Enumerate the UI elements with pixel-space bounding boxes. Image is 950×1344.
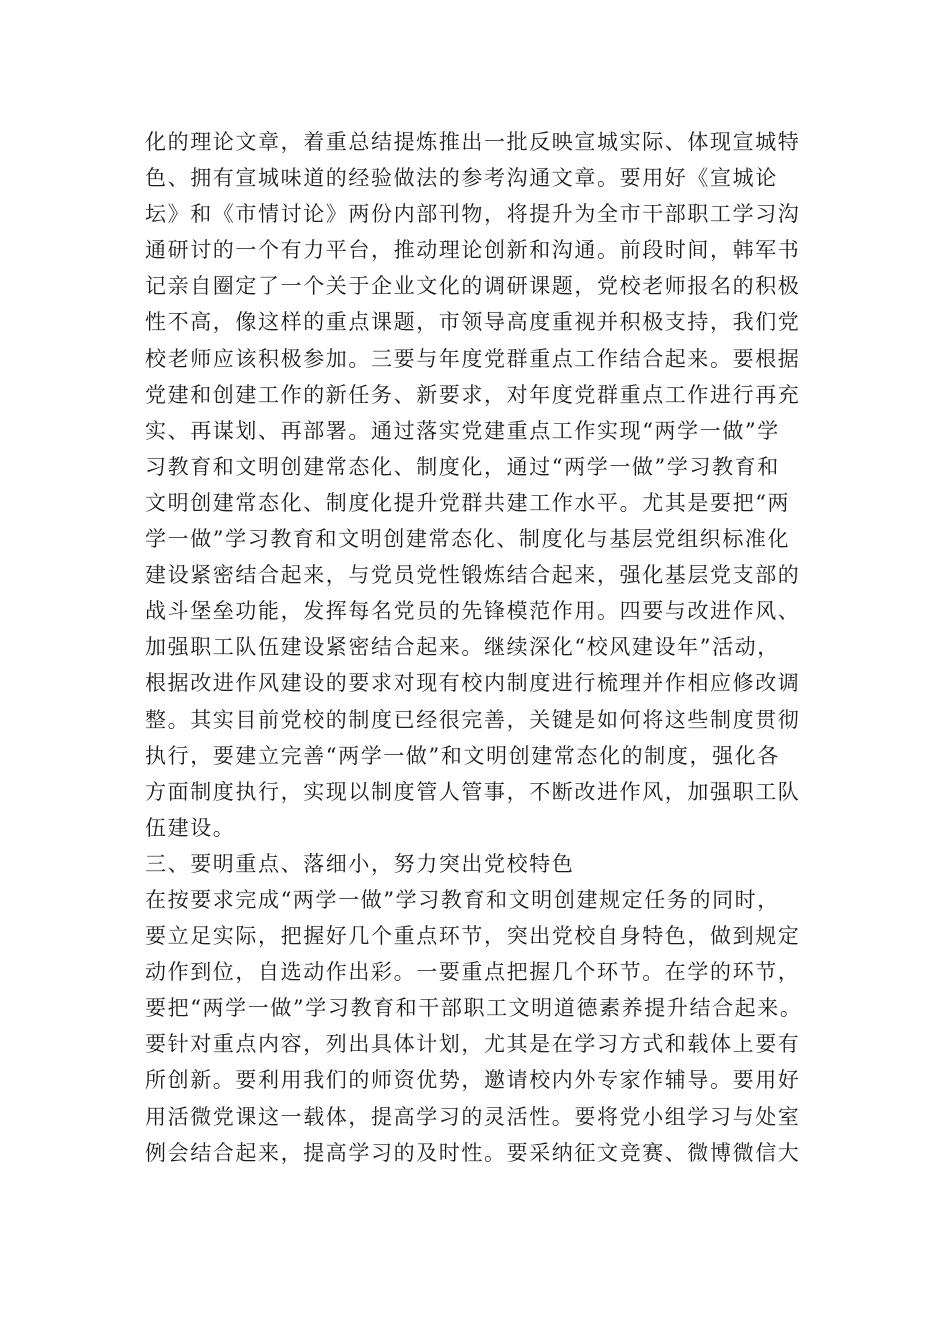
text-line: 例会结合起来，提高学习的及时性。要采纳征文竞赛、微博微信大 bbox=[145, 1140, 801, 1165]
text-line: 校老师应该积极参加。三要与年度党群重点工作结合起来。要根据 bbox=[145, 346, 801, 371]
text-line: 习教育和文明创建常态化、制度化，通过“两学一做”学习教育和 bbox=[145, 454, 780, 479]
text-line: 加强职工队伍建设紧密结合起来。继续深化“校风建设年”活动， bbox=[145, 635, 780, 660]
text-line: 性不高，像这样的重点课题，市领导高度重视并积极支持，我们党 bbox=[145, 310, 801, 335]
text-line: 根据改进作风建设的要求对现有校内制度进行梳理并作相应修改调 bbox=[145, 671, 801, 696]
text-line: 用活微党课这一载体，提高学习的灵活性。要将党小组学习与处室 bbox=[145, 1104, 801, 1129]
text-line: 坛》和《市情讨论》两份内部刊物，将提升为全市干部职工学习沟 bbox=[145, 202, 801, 227]
text-line: 化的理论文章，着重总结提炼推出一批反映宣城实际、体现宣城特 bbox=[145, 130, 801, 154]
text-line: 要把“两学一做”学习教育和干部职工文明道德素养提升结合起来。 bbox=[145, 996, 803, 1021]
text-line: 文明创建常态化、制度化提升党群共建工作水平。尤其是要把“两 bbox=[145, 490, 791, 515]
text-line: 要立足实际，把握好几个重点环节，突出党校自身特色，做到规定 bbox=[145, 924, 801, 949]
text-line: 所创新。要利用我们的师资优势，邀请校内外专家作辅导。要用好 bbox=[145, 1068, 801, 1093]
text-line: 战斗堡垒功能，发挥每名党员的先锋模范作用。四要与改进作风、 bbox=[145, 599, 801, 624]
text-line: 方面制度执行，实现以制度管人管事，不断改进作风，加强职工队 bbox=[145, 779, 801, 804]
text-line: 整。其实目前党校的制度已经很完善，关键是如何将这些制度贯彻 bbox=[145, 707, 801, 732]
text-line: 色、拥有宣城味道的经验做法的参考沟通文章。要用好《宣城论 bbox=[145, 166, 778, 191]
text-line: 执行，要建立完善“两学一做”和文明创建常态化的制度，强化各 bbox=[145, 743, 780, 768]
text-line: 建设紧密结合起来，与党员党性锻炼结合起来，强化基层党支部的 bbox=[145, 563, 801, 588]
text-line: 实、再谋划、再部署。通过落实党建重点工作实现“两学一做”学 bbox=[145, 418, 780, 443]
text-line: 动作到位，自选动作出彩。一要重点把握几个环节。在学的环节， bbox=[145, 960, 801, 985]
text-line: 学一做”学习教育和文明创建常态化、制度化与基层党组织标准化 bbox=[145, 527, 791, 552]
text-line: 党建和创建工作的新任务、新要求，对年度党群重点工作进行再充 bbox=[145, 382, 801, 407]
text-line: 通研讨的一个有力平台，推动理论创新和沟通。前段时间，韩军书 bbox=[145, 238, 801, 263]
text-line: 伍建设。 bbox=[145, 815, 236, 840]
body-text bbox=[145, 124, 825, 1171]
text-line: 要针对重点内容，列出具体计划，尤其是在学习方式和载体上要有 bbox=[145, 1032, 801, 1057]
section-heading: 三、要明重点、落细小，努力突出党校特色 bbox=[145, 851, 575, 876]
text-line: 记亲自圈定了一个关于企业文化的调研课题，党校老师报名的积极 bbox=[145, 274, 801, 299]
text-line: 在按要求完成“两学一做”学习教育和文明创建规定任务的同时， bbox=[145, 887, 780, 912]
